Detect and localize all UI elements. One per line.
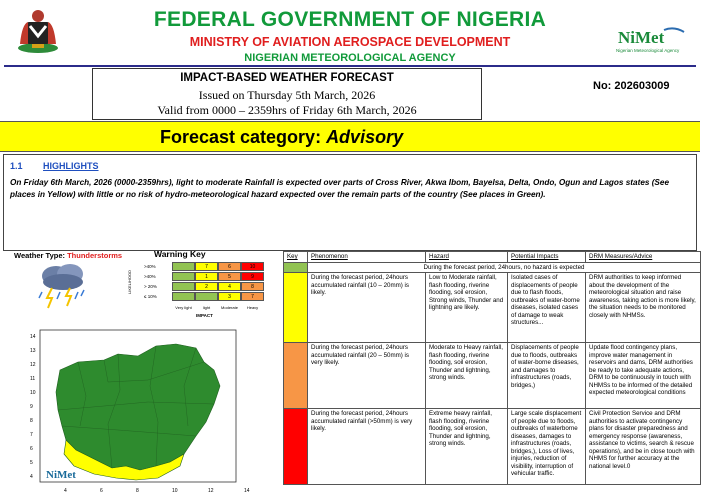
warning-key-row-label: >40%: [144, 264, 156, 269]
phenomenon-cell: During the forecast period, 24hours accumulated rainfall (20 – 50mm) is very likely.: [308, 343, 426, 409]
nimet-logo-sub: Nigerian Meteorological Agency: [616, 48, 680, 53]
warning-key-title: Warning Key: [154, 249, 206, 259]
header-key: Key: [284, 252, 308, 263]
warning-key-cell: [172, 272, 195, 281]
warning-key-cell: [172, 262, 195, 271]
nimet-logo-text: NiMet: [618, 28, 665, 47]
map-lon-label: 12: [208, 488, 214, 494]
warning-key-row-label: >40%: [144, 274, 156, 279]
warning-key-cell: 6: [218, 262, 241, 271]
map-lon-label: 4: [64, 488, 67, 494]
header-drm: DRM Measures/Advice: [586, 252, 701, 263]
map-lat-label: 14: [30, 334, 36, 340]
forecast-category: [160, 127, 403, 148]
drm-cell: DRM authorities to keep informed about the development of the meteorological situation and raise awareness, taking action is more likely, the situation needs to be monitored closely with NHMSs.: [586, 273, 701, 343]
map-lon-label: 6: [100, 488, 103, 494]
nimet-logo-icon: [614, 26, 694, 56]
map-lat-label: 13: [30, 348, 36, 354]
report-title: IMPACT-BASED WEATHER FORECAST: [180, 72, 394, 84]
map-lat-label: 12: [30, 362, 36, 368]
warning-key-col-label: Heavy: [246, 305, 259, 310]
weather-type: [14, 251, 122, 260]
warning-key-col-label: Very light: [175, 305, 192, 310]
map-lon-label: 8: [136, 488, 139, 494]
warning-key-cell: 4: [218, 282, 241, 291]
ministry-title: MINISTRY OF AVIATION AEROSPACE DEVELOPMENT: [189, 35, 511, 49]
table-row-yellow: [284, 273, 701, 343]
map-lat-label: 4: [30, 474, 33, 480]
drm-cell: Update flood contingency plans, improve water management in reservoirs and dams, DRM authorities be ready to take adequate actions, DRM to be continuously in touch with NHMSs to be informed of the detailed expected meteorological conditions: [586, 343, 701, 409]
warning-key-cell: 9: [241, 272, 264, 281]
drm-cell: Civil Protection Service and DRM authorities to activate contingency plans for disaster preparedness and emergency response (awareness, assistance to victims, search & rescue operations), and be in close touch with NHMS for further accuracy at the national level.0: [586, 409, 701, 485]
warning-key-cell: [172, 282, 195, 291]
highlights-heading: [10, 161, 99, 171]
weather-type-value: Thunderstorms: [67, 251, 123, 260]
weather-type-label: Weather Type:: [14, 251, 68, 260]
highlights-number: 1.1: [10, 161, 23, 171]
map-lat-label: 9: [30, 404, 33, 410]
warning-key-cell: 8: [241, 282, 264, 291]
warning-key-cell: 7: [195, 262, 218, 271]
map-lon-label: 14: [244, 488, 250, 494]
highlights-text: On Friday 6th March, 2026 (0000-2359hrs), light to moderate Rainfall is expected over parts of Cross River, Akwa Ibom, Bayelsa, Delta, Ondo, Ogun and Lagos states (See places in Yellow) with little or no risk of hydro-meteorological hazard expected over the remain parts of the country (See places in Green).: [10, 178, 669, 199]
map-lat-label: 11: [30, 376, 36, 382]
map-lat-label: 10: [30, 390, 36, 396]
issued-date: Issued on Thursday 5th March, 2026: [198, 88, 376, 102]
warning-key-cell: [195, 292, 218, 301]
forecast-category-value: Advisory: [326, 127, 404, 147]
table-row-red: [284, 409, 701, 485]
key-swatch-green: [284, 262, 308, 273]
report-title-box: [92, 68, 482, 120]
hazard-cell: Extreme heavy rainfall, flash flooding, riverine flooding, soil erosion, Thunder and lightning, strong winds.: [426, 409, 508, 485]
government-title: FEDERAL GOVERNMENT OF NIGERIA: [153, 8, 547, 31]
warning-key-cell: 7: [241, 292, 264, 301]
impact-table: [283, 251, 701, 485]
warning-key-cell: 3: [218, 292, 241, 301]
warning-key-cell: [172, 292, 195, 301]
warning-key-row-label: > 20%: [144, 284, 157, 289]
agency-title: NIGERIAN METEOROLOGICAL AGENCY: [244, 52, 456, 64]
phenomenon-cell: During the forecast period, 24hours accumulated rainfall (10 – 20mm) is likely.: [308, 273, 426, 343]
highlights-title: HIGHLIGHTS: [43, 161, 99, 171]
warning-key-cell: 10: [241, 262, 264, 271]
warning-key-cell: 2: [195, 282, 218, 291]
warning-key-col-label: light: [202, 305, 211, 310]
warning-key-likelihood-label: LIKELIHOOD: [127, 270, 132, 295]
table-row-no-hazard: [284, 262, 701, 273]
key-swatch-red: [284, 409, 308, 485]
header-phenomenon: Phenomenon: [308, 252, 426, 263]
header-hazard: Hazard: [426, 252, 508, 263]
impacts-cell: Large scale displacement of people due to floods, outbreaks of waterborne diseases, damages to infrastructures (roads, bridges,), Loss of lives, injuries, reduction of visibility, interruption of vehicular traffic.: [508, 409, 586, 485]
key-swatch-yellow: [284, 273, 308, 343]
hazard-cell: Moderate to Heavy rainfall, flash flooding, riverine flooding, soil erosion, Thunder and lightning, strong winds.: [426, 343, 508, 409]
map-lat-label: 8: [30, 418, 33, 424]
warning-key-impact-label: IMPACT: [196, 313, 213, 318]
hazard-cell: Low to Moderate rainfall, flash flooding, riverine flooding, soil erosion, Strong winds, Thunder and lightning are likely.: [426, 273, 508, 343]
map-lat-label: 5: [30, 460, 33, 466]
key-swatch-orange: [284, 343, 308, 409]
forecast-category-banner: [0, 121, 700, 152]
highlights-box: [3, 154, 697, 251]
impacts-cell: Isolated cases of displacements of people due to flash floods, outbreaks of water-borne diseases, isolated cases of damage to weak structures...: [508, 273, 586, 343]
header-divider: [4, 65, 696, 67]
phenomenon-cell: During the forecast period, 24hours accumulated rainfall (>50mm) is very likely.: [308, 409, 426, 485]
map-lon-label: 10: [172, 488, 178, 494]
header-impacts: Potential Impacts: [508, 252, 586, 263]
map-lat-label: 7: [30, 432, 33, 438]
warning-key-cell: 1: [195, 272, 218, 281]
nigeria-forecast-map: [8, 326, 250, 498]
map-nimet-logo: NiMet: [46, 469, 76, 481]
valid-period: Valid from 0000 – 2359hrs of Friday 6th March, 2026: [157, 103, 417, 117]
impacts-cell: Displacements of people due to floods, outbreaks of water-borne diseases, and damages to infrastructures (roads, bridges,): [508, 343, 586, 409]
warning-key-cell: 5: [218, 272, 241, 281]
warning-key-row-label: ≤ 10%: [144, 294, 157, 299]
thunderstorm-icon: [34, 262, 92, 310]
table-row-orange: [284, 343, 701, 409]
no-hazard-text: During the forecast period, 24hours, no hazard is expected: [308, 262, 701, 273]
warning-key-col-label: Moderate: [221, 305, 238, 310]
map-lat-label: 6: [30, 446, 33, 452]
report-number: No: 202603009: [593, 80, 670, 92]
forecast-category-label: Forecast category:: [160, 127, 327, 147]
